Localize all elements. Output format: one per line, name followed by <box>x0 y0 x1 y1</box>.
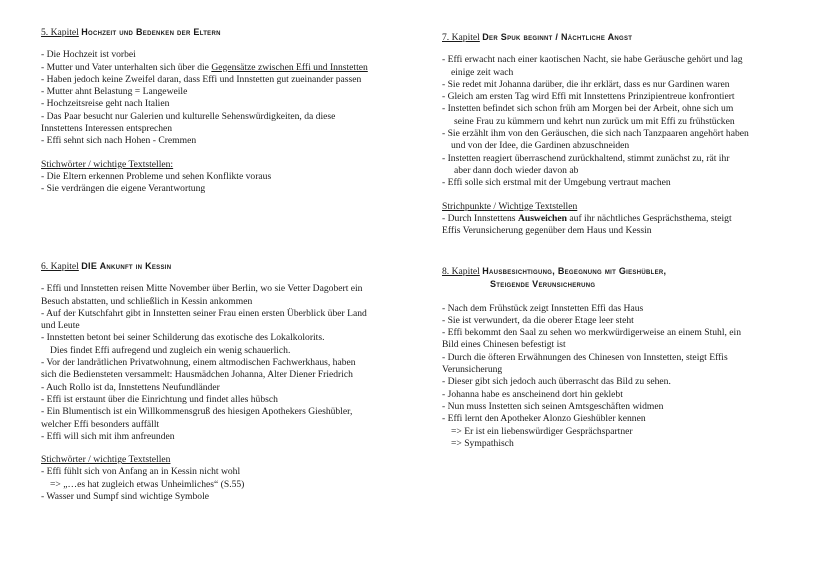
text-line: - Die Hochzeit ist vorbei <box>41 49 136 61</box>
text-line: - Sie verdrängen die eigene Verantwortung <box>41 183 206 195</box>
text-line: - Sie redet mit Johanna darüber, die ihr erklärt, dass es nur Gardinen waren <box>442 78 730 90</box>
chapter-5-number: 5. Kapitel <box>41 27 79 38</box>
text-line: Bild eines Chinesen befestigt ist <box>442 339 566 351</box>
chapter-8-title: Hausbesichtigung, Begegnung mit Gieshübler, <box>482 266 667 276</box>
text-line: Effis Verunsicherung gegenüber dem Haus und Kessin <box>442 225 652 237</box>
chapter-5-section <box>41 26 401 196</box>
text-line: - Johanna habe es anscheinend dort hin geklebt <box>442 388 623 400</box>
text-line: - Hochzeitsreise geht nach Italien <box>41 98 170 110</box>
text-line: - Effi sehnt sich nach Hohen - Cremmen <box>41 135 197 147</box>
chapter-6-heading <box>41 260 411 273</box>
text-line: - Durch die öfteren Erwähnungen des Chinesen von Innstetten, steigt Effis <box>442 351 728 363</box>
chapter-8-number: 8. Kapitel <box>442 266 480 277</box>
text-line: - Haben jedoch keine Zweifel daran, dass Effi und Innstetten gut zueinander passen <box>41 73 362 85</box>
text-line: - Instetten reagiert überraschend zurückhaltend, stimmt zunächst zu, rät ihr <box>442 152 730 164</box>
text-line: aber dann doch wieder davon ab <box>454 164 579 176</box>
text-line: - Nun muss Instetten sich seinen Amtsgeschäften widmen <box>442 400 664 412</box>
chapter-5-subheading: Stichwörter / wichtige Textstellen: <box>41 158 174 170</box>
text-line: - Mutter und Vater unterhalten sich über die Gegensätze zwischen Effi und Innstetten <box>41 61 368 73</box>
chapter-7-subheading: Strichpunkte / Wichtige Textstellen <box>442 200 578 212</box>
text-line: - Effi bekommt den Saal zu sehen wo merkwürdigerweise an einem Stuhl, ein <box>442 327 742 339</box>
text-line: - Auch Rollo ist da, Innstettens Neufundländer <box>41 381 220 393</box>
text-line: - Gleich am ersten Tag wird Effi mit Innstettens Prinzipientreue konfrontiert <box>442 91 735 103</box>
text-line: - Innstetten betont bei seiner Schilderung das exotische des Lokalkolorits. <box>41 332 325 344</box>
chapter-6-subheading: Stichwörter / wichtige Textstellen <box>41 454 171 466</box>
text-line: - Ein Blumentisch ist ein Willkommensgruß des hiesigen Apothekers Gieshübler, <box>41 406 353 418</box>
text-line: - Effi und Innstetten reisen Mitte November über Berlin, wo sie Vetter Dagobert ein <box>41 283 363 295</box>
text-line: - Nach dem Frühstück zeigt Innstetten Effi das Haus <box>442 302 644 314</box>
text-line: einige zeit wach <box>451 66 514 78</box>
text-line: - Sie erzählt ihm von den Geräuschen, die sich nach Tanzpaaren angehört haben <box>442 128 749 140</box>
chapter-5-title: Hochzeit und Bedenken der Eltern <box>81 27 221 37</box>
chapter-8-heading <box>442 265 812 291</box>
text-line: - Auf der Kutschfahrt gibt in Innstetten seiner Frau einen ersten Überblick über Land <box>41 307 367 319</box>
text-line: Verunsicherung <box>442 364 503 376</box>
text-line: und Leute <box>41 320 80 332</box>
chapter-7-title: Der Spuk beginnt / Nächtliche Angst <box>482 32 633 42</box>
text-line: - Instetten befindet sich schon früh am Morgen bei der Arbeit, ohne sich um <box>442 103 734 115</box>
text-line: - Dieser gibt sich jedoch auch überrascht das Bild zu sehen. <box>442 376 671 388</box>
text-line: - Vor der landrätlichen Privatwohnung, einem altmodischen Fachwerkhaus, haben <box>41 357 356 369</box>
text-line: - Effi lernt den Apotheker Alonzo Gieshübler kennen <box>442 413 646 425</box>
chapter-7-section <box>442 31 802 237</box>
text-line: - Das Paar besucht nur Galerien und kulturelle Sehenswürdigkeiten, da diese <box>41 110 336 122</box>
text-line: welcher Effi besonders auffällt <box>41 418 160 430</box>
text-line: Innstettens Interessen entsprechen <box>41 123 173 135</box>
text-line: - Durch Innstettens Ausweichen auf ihr nächtliches Gesprächsthema, steigt <box>442 212 732 224</box>
text-line: sich die Bediensteten versammelt: Hausmädchen Johanna, Alter Diener Friedrich <box>41 369 353 381</box>
text-line: => Sympathisch <box>451 437 514 449</box>
text-line: => Er ist ein liebenswürdiger Gesprächspartner <box>451 425 633 437</box>
text-line: - Effi fühlt sich von Anfang an in Kessin nicht wohl <box>41 466 241 478</box>
text-line: - Effi ist erstaunt über die Einrichtung und findet alles hübsch <box>41 393 278 405</box>
chapter-8-title-line-2: Steigende Verunsicherung <box>490 279 596 290</box>
chapter-6-number: 6. Kapitel <box>41 261 79 272</box>
quote-line: => „…es hat zugleich etwas Unheimliches“ (S.55) <box>50 478 245 490</box>
text-line: - Effi will sich mit ihm anfreunden <box>41 430 175 442</box>
text-line: - Wasser und Sumpf sind wichtige Symbole <box>41 491 209 503</box>
text-line: und von der Idee, die Gardinen abzuschneiden <box>451 140 630 152</box>
chapter-6-title: DIE Ankunft in Kessin <box>81 261 172 271</box>
chapter-5-heading <box>41 26 401 39</box>
text-line: - Effi erwacht nach einer kaotischen Nacht, sie habe Geräusche gehört und lag <box>442 54 743 66</box>
chapter-6-section <box>41 260 411 503</box>
text-line: - Sie ist verwundert, da die oberer Etage leer steht <box>442 314 634 326</box>
text-line: seine Frau zu kümmern und kehrt nun zurück um mit Effi zu frühstücken <box>454 115 735 127</box>
chapter-8-section <box>442 265 812 450</box>
text-line: - Effi solle sich erstmal mit der Umgebung vertraut machen <box>442 177 671 189</box>
bold-word: Ausweichen <box>517 212 567 224</box>
chapter-7-heading <box>442 31 802 44</box>
text-line: Dies findet Effi aufregend und zugleich ein wenig schauerlich. <box>50 344 291 356</box>
chapter-7-number: 7. Kapitel <box>442 32 480 43</box>
text-line: Besuch abstatten, und schließlich in Kessin ankommen <box>41 295 253 307</box>
text-line: - Die Eltern erkennen Probleme und sehen Konflikte voraus <box>41 170 272 182</box>
underlined-phrase: Gegensätze zwischen Effi und Innstetten <box>211 61 368 73</box>
text-line: - Mutter ahnt Belastung = Langeweile <box>41 86 188 98</box>
